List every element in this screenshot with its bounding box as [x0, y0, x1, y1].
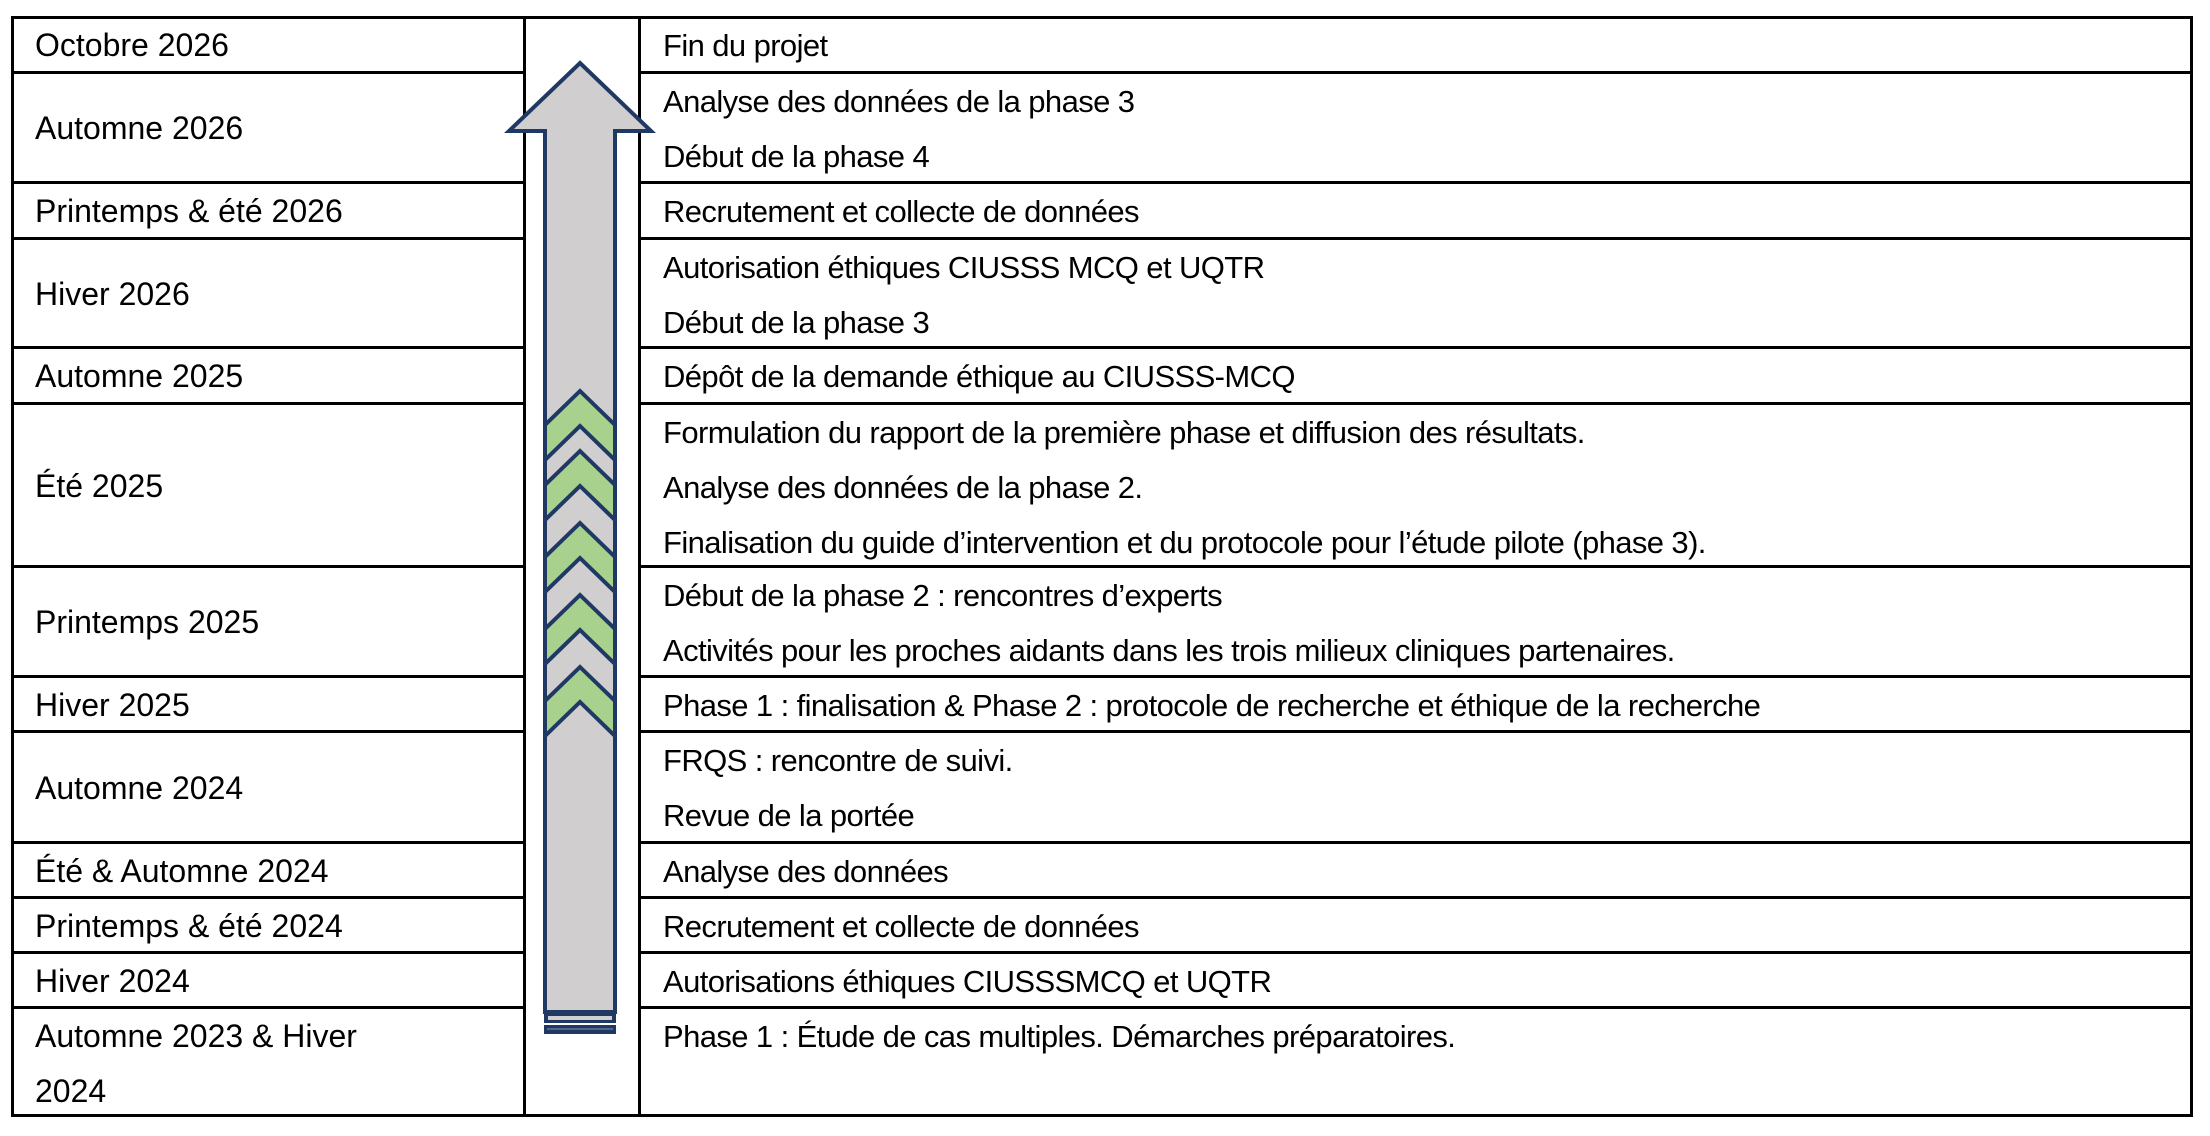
period-cell: [35, 679, 515, 731]
events-cell: [663, 184, 2180, 237]
period-cell: [35, 1009, 515, 1114]
event-text: FRQS : rencontre de suivi.: [663, 743, 1013, 778]
period-cell: [35, 734, 515, 842]
period-cell: [35, 241, 515, 347]
event-text: Analyse des données de la phase 3: [663, 84, 1135, 119]
period-cell: [35, 19, 515, 72]
event-text: Analyse des données de la phase 2.: [663, 470, 1143, 505]
event-text: Début de la phase 4: [663, 139, 930, 174]
period-cell: [35, 406, 515, 566]
events-cell: [663, 74, 2180, 181]
period-cell: [35, 900, 515, 952]
events-cell: [663, 678, 2180, 730]
events-cell: [663, 18, 2180, 71]
period-cell: [35, 955, 515, 1007]
event-text: Autorisations éthiques CIUSSSMCQ et UQTR: [663, 964, 1272, 999]
events-cell: [663, 899, 2180, 951]
period-label: Automne 2024: [35, 769, 244, 806]
period-label-line: 2024: [35, 1073, 107, 1109]
event-text: Phase 1 : finalisation & Phase 2 : protocole de recherche et éthique de la recherche: [663, 688, 1761, 723]
period-label: Hiver 2025: [35, 686, 190, 723]
event-text: Autorisation éthiques CIUSSS MCQ et UQTR: [663, 250, 1265, 285]
period-cell: [35, 185, 515, 238]
period-label: Printemps 2025: [35, 604, 260, 640]
period-cell: [35, 350, 515, 403]
period-label: Automne 2026: [35, 110, 244, 146]
event-text: Début de la phase 2 : rencontres d’experts: [663, 578, 1222, 613]
event-text: Fin du projet: [663, 28, 828, 63]
period-cell: [35, 75, 515, 182]
events-cell: [663, 1009, 2180, 1114]
event-text: Formulation du rapport de la première phase et diffusion des résultats.: [663, 415, 1585, 450]
events-cell: [663, 240, 2180, 346]
period-label-line: Automne 2023 & Hiver: [35, 1018, 357, 1054]
events-cell: [663, 405, 2180, 565]
period-label: Printemps & été 2024: [35, 907, 343, 944]
events-cell: [663, 568, 2180, 675]
period-cell: [35, 845, 515, 897]
event-text: Recrutement et collecte de données: [663, 909, 1139, 944]
event-text: Revue de la portée: [663, 798, 915, 833]
period-label: Été 2025: [35, 467, 164, 504]
period-label: Printemps & été 2026: [35, 193, 343, 229]
period-label: Octobre 2026: [35, 27, 229, 63]
period-cell: [35, 569, 515, 676]
events-cell: [663, 349, 2180, 402]
timeline-table: [11, 16, 2193, 1117]
event-text: Finalisation du guide d’intervention et du protocole pour l’étude pilote (phase 3).: [663, 525, 1706, 560]
event-text: Dépôt de la demande éthique au CIUSSS-MCQ: [663, 359, 1295, 394]
event-text: Phase 1 : Étude de cas multiples. Démarches préparatoires.: [663, 1019, 1456, 1054]
event-text: Recrutement et collecte de données: [663, 194, 1139, 229]
event-text: Activités pour les proches aidants dans les trois milieux cliniques partenaires.: [663, 633, 1675, 668]
events-cell: [663, 733, 2180, 841]
column-divider-left: [523, 19, 526, 1114]
period-label: Automne 2025: [35, 358, 244, 394]
events-cell: [663, 954, 2180, 1006]
period-label: Été & Automne 2024: [35, 852, 329, 889]
period-label: Hiver 2026: [35, 275, 190, 312]
event-text: Début de la phase 3: [663, 305, 930, 340]
events-cell: [663, 844, 2180, 896]
event-text: Analyse des données: [663, 854, 949, 889]
period-label: Hiver 2024: [35, 962, 190, 999]
